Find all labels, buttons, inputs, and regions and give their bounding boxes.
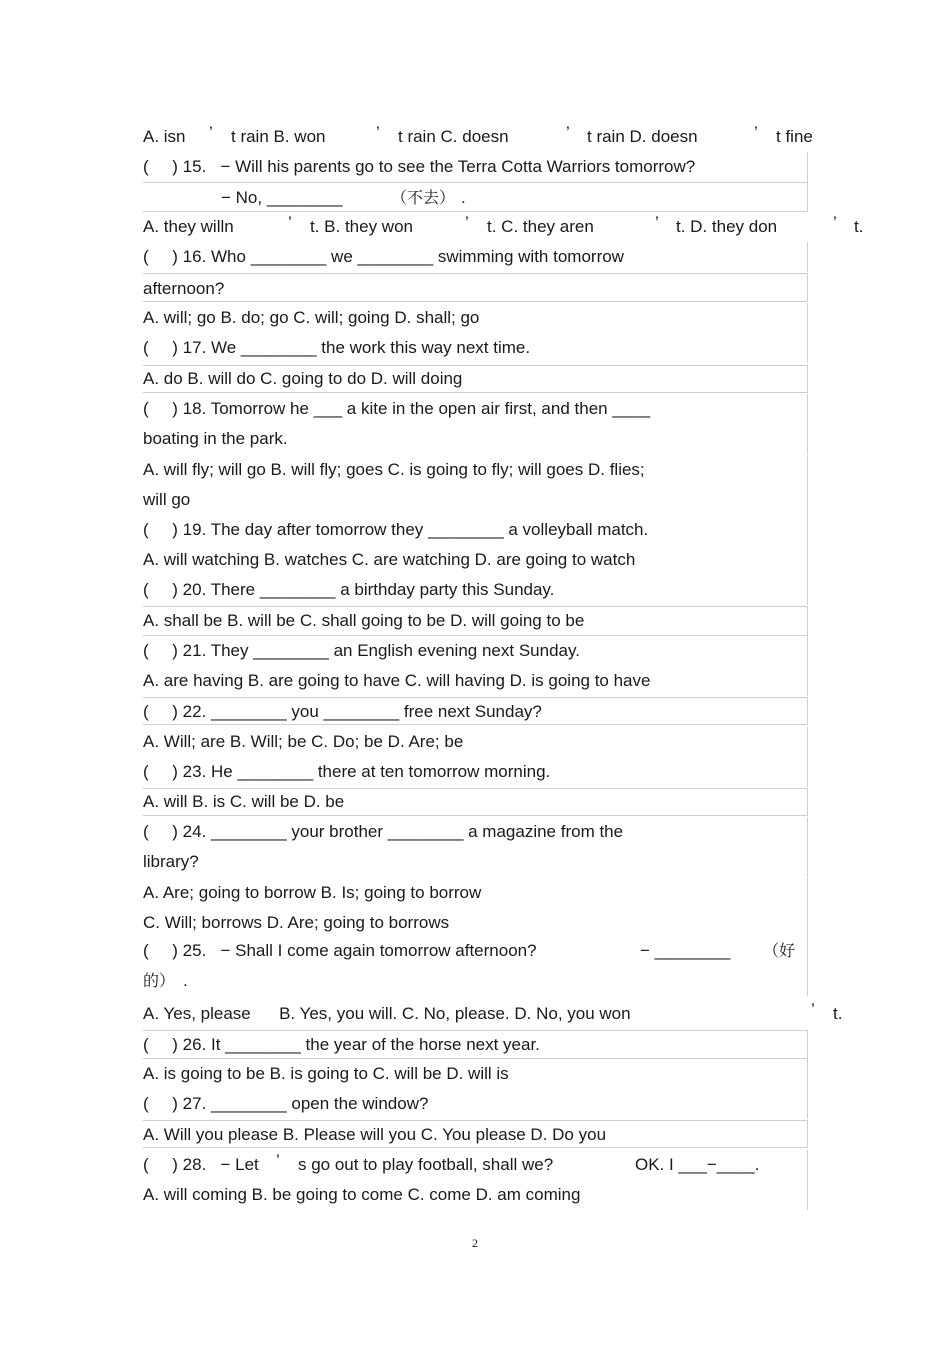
option-c: t rain C. doesn: [398, 127, 509, 146]
option-d: t rain D. doesn: [587, 127, 698, 146]
question-17: [143, 333, 808, 363]
options-text: A. is going to be B. is going to C. will be D. will is: [143, 1064, 509, 1083]
question-27: [143, 1089, 808, 1119]
question-text: ( ) 20. There ________ a birthday party this Sunday.: [143, 580, 555, 599]
options-text: A. will coming B. be going to come C. come D. am coming: [143, 1185, 581, 1204]
options-text: A. do B. will do C. going to do D. will doing: [143, 369, 463, 388]
option-b: t rain B. won: [231, 127, 326, 146]
apostrophe: ’: [376, 123, 380, 142]
question-18-continued: [143, 424, 808, 454]
question-text: ( ) 21. They ________ an English evening next Sunday.: [143, 641, 580, 660]
apostrophe: ’: [209, 123, 213, 142]
options-text: A. will fly; will go B. will fly; goes C. is going to fly; will goes D. flies;: [143, 460, 645, 479]
options-text: A. will; go B. do; go C. will; going D. shall; go: [143, 308, 480, 327]
answer-options-20: [143, 606, 808, 636]
question-text: ( ) 18. Tomorrow he ___ a kite in the open air first, and then ____: [143, 399, 651, 418]
answer-options-21: [143, 666, 808, 696]
answer-options-14: [143, 122, 813, 152]
apostrophe: ’: [655, 213, 659, 232]
answer-options-18-continued: [143, 485, 808, 515]
question-19: [143, 515, 808, 545]
options-text: A. shall be B. will be C. shall going to be D. will going to be: [143, 611, 585, 630]
options-text: A. Yes, please B. Yes, you will. C. No, please. D. No, you won: [143, 1004, 631, 1023]
question-text: ( ) 17. We ________ the work this way next time.: [143, 338, 531, 357]
option-c: t. C. they aren: [487, 217, 594, 236]
apostrophe: ’: [811, 1000, 815, 1019]
chinese-hint: 的）: [143, 971, 176, 990]
question-text: ( ) 22. ________ you ________ free next Sunday?: [143, 702, 542, 721]
question-text: boating in the park.: [143, 429, 288, 448]
options-text: will go: [143, 490, 191, 509]
apostrophe: ’: [465, 213, 469, 232]
options-text: A. Will; are B. Will; be C. Do; be D. Are; be: [143, 732, 464, 751]
apostrophe: ’: [288, 213, 292, 232]
page-number: 2: [472, 1236, 478, 1250]
apostrophe: ’: [276, 1151, 280, 1170]
answer-options-28: [143, 1180, 808, 1210]
question-18: [143, 394, 808, 424]
question-text: ( ) 24. ________ your brother ________ a magazine from the: [143, 822, 624, 841]
answer-options-25: [143, 999, 843, 1029]
question-21: [143, 636, 808, 666]
question-24: [143, 817, 808, 847]
question-16: [143, 242, 808, 272]
question-23: [143, 757, 808, 787]
question-text: ( ) 28. − Let: [143, 1155, 259, 1174]
answer-options-17: [143, 365, 808, 393]
apostrophe: ’: [566, 123, 570, 142]
answer-blank: − ________: [640, 941, 731, 960]
answer-options-26: [143, 1059, 808, 1089]
answer-blank: OK. I ___−____.: [635, 1155, 760, 1174]
question-text: library?: [143, 852, 199, 871]
option-d-end: t fine: [776, 127, 813, 146]
answer-options-23: [143, 788, 808, 816]
question-text: ( ) 19. The day after tomorrow they ________ a volleyball match.: [143, 520, 649, 539]
period: .: [461, 188, 466, 207]
question-16-continued: [143, 273, 808, 302]
answer-options-18: [143, 455, 808, 485]
options-text: C. Will; borrows D. Are; going to borrows: [143, 913, 450, 932]
question-text-cont: s go out to play football, shall we?: [298, 1155, 554, 1174]
question-26: [143, 1030, 808, 1059]
answer-options-27: [143, 1120, 808, 1148]
apostrophe: ’: [833, 213, 837, 232]
option-a: A. they willn: [143, 217, 234, 236]
question-25-continued: [143, 966, 808, 996]
question-text: ( ) 25. − Shall I come again tomorrow afternoon?: [143, 941, 537, 960]
answer-options-16: [143, 303, 808, 333]
options-text: A. Are; going to borrow B. Is; going to borrow: [143, 883, 482, 902]
question-25: [143, 936, 808, 966]
answer-options-24: [143, 878, 808, 908]
options-text: A. will watching B. watches C. are watching D. are going to watch: [143, 550, 636, 569]
question-15-answer-line: [143, 182, 808, 212]
period: .: [183, 971, 188, 990]
answer-options-22: [143, 727, 808, 757]
question-28: [143, 1150, 808, 1180]
option-d-end: t.: [854, 217, 864, 236]
answer-options-15: [143, 212, 864, 242]
question-text: ( ) 27. ________ open the window?: [143, 1094, 429, 1113]
chinese-hint: （不去）: [391, 188, 456, 207]
answer-blank: − No, ________: [221, 188, 343, 207]
answer-options-24-continued: [143, 908, 808, 938]
answer-options-19: [143, 545, 808, 575]
option-b: t. B. they won: [310, 217, 413, 236]
question-text: ( ) 16. Who ________ we ________ swimming with tomorrow: [143, 247, 624, 266]
question-text: ( ) 23. He ________ there at ten tomorrow morning.: [143, 762, 551, 781]
options-text: A. are having B. are going to have C. will having D. is going to have: [143, 671, 651, 690]
option-d: t. D. they don: [676, 217, 778, 236]
question-text: ( ) 26. It ________ the year of the horse next year.: [143, 1035, 540, 1054]
question-15: [143, 152, 808, 182]
question-text: afternoon?: [143, 279, 225, 298]
question-22: [143, 697, 808, 725]
chinese-hint: （好: [763, 941, 796, 960]
question-text: ( ) 15. − Will his parents go to see the Terra Cotta Warriors tomorrow?: [143, 157, 696, 176]
option-a: A. isn: [143, 127, 186, 146]
question-20: [143, 575, 808, 605]
options-text: A. will B. is C. will be D. be: [143, 792, 345, 811]
question-24-continued: [143, 847, 808, 877]
options-text: A. Will you please B. Please will you C. You please D. Do you: [143, 1125, 607, 1144]
options-text-end: t.: [833, 1004, 843, 1023]
apostrophe: ’: [754, 123, 758, 142]
